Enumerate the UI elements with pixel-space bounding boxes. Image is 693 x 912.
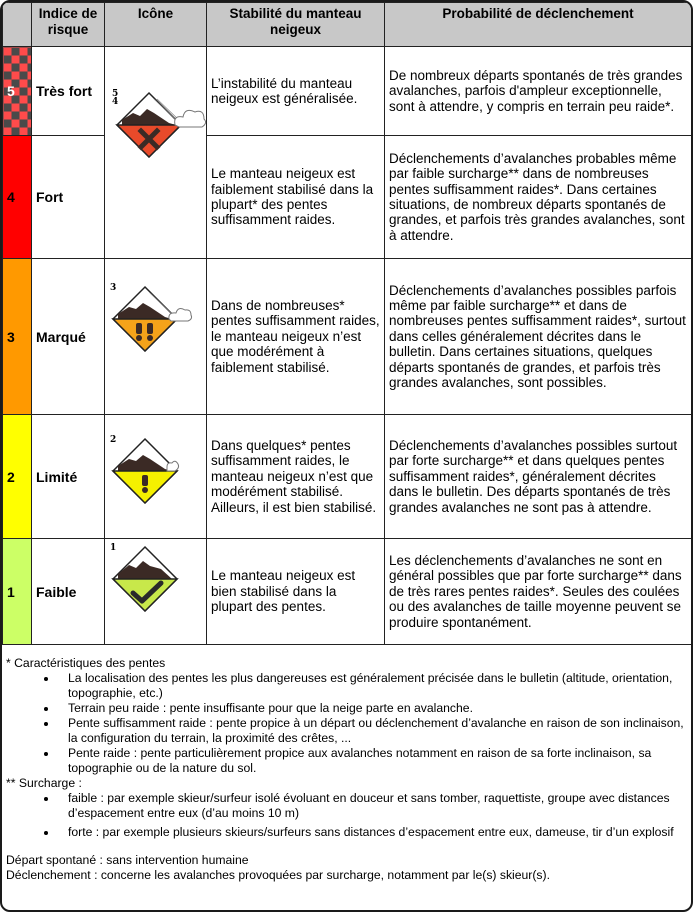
risk-table	[2, 2, 692, 645]
risk-level-number: 3	[3, 259, 32, 415]
probability-text: De nombreux départs spontanés de très grandes avalanches, parfois d'ampleur exceptionnelle, sont à attendre, y compris en terrain peu raide*.	[385, 47, 692, 136]
stability-text: Dans de nombreuses* pentes suffisamment raides, le manteau neigeux n’est que modérément à faiblement stabilisé.	[207, 259, 385, 415]
spacer	[6, 840, 686, 853]
risk-level-name: Très fort	[32, 47, 105, 136]
avalanche-danger-5-4-icon	[109, 85, 209, 175]
header-risk-index: Indice de risque	[32, 3, 105, 47]
icon-cell-2	[105, 415, 207, 539]
slopes-list	[6, 671, 686, 776]
avalanche-danger-3-icon	[105, 279, 205, 359]
list-item: • faible : par exemple skieur/surfeur isolé évoluant en douceur et sans tomber, raquettiste, groupe avec distances d’espacement entre eux (d’au moins 10 m)	[58, 791, 686, 821]
svg-text:3: 3	[110, 283, 117, 293]
list-item: • Terrain peu raide : pente insuffisante pour que la neige parte en avalanche.	[58, 701, 686, 716]
load-title: ** Surcharge :	[6, 776, 82, 790]
table-row-level-2	[3, 415, 692, 539]
risk-level-number: 4	[3, 136, 32, 259]
risk-level-name: Fort	[32, 136, 105, 259]
slopes-title: * Caractéristiques des pentes	[6, 656, 166, 670]
probability-text: Déclenchements d’avalanches probables même par faible surcharge** dans de nombreuses pentes suffisamment raides*. Dans certaines situations, de nombreux départs spontanés de grandes, et parfois très grandes avalanches, sont à attendre.	[385, 136, 692, 259]
probability-text: Les déclenchements d’avalanches ne sont en général possibles que par forte surcharge** dans de très rares pentes raides*. Seules des coulées ou des avalanches de taille moyenne peuvent se produire spontanément.	[385, 539, 692, 645]
probability-text: Déclenchements d’avalanches possibles parfois même par faible surcharge** et dans de nombreuses pentes suffisamment raides*, surtout dans celles généralement décrites dans le bulletin. Dans certaines situations, quelques départs spontanés de grandes, et parfois très grandes avalanches, sont possibles.	[385, 259, 692, 415]
risk-level-name: Limité	[32, 415, 105, 539]
svg-text:1: 1	[110, 543, 117, 553]
stability-text: L’instabilité du manteau neigeux est généralisée.	[207, 47, 385, 136]
load-list	[6, 791, 686, 840]
spontaneous-definition: Départ spontané : sans intervention humaine	[6, 853, 249, 867]
header-probability: Probabilité de déclenchement	[385, 3, 692, 47]
risk-level-name: Faible	[32, 539, 105, 645]
table-row-level-3	[3, 259, 692, 415]
triggering-definition: Déclenchement : concerne les avalanches provoquées par surcharge, notamment par le(s) skieur(s).	[6, 868, 550, 882]
stability-text: Dans quelques* pentes suffisamment raides, le manteau neigeux n’est que modérément stabilisé. Ailleurs, il est bien stabilisé.	[207, 415, 385, 539]
risk-level-number: 2	[3, 415, 32, 539]
icon-cell-1	[105, 539, 207, 645]
icon-cell-3	[105, 259, 207, 415]
header-icon: Icône	[105, 3, 207, 47]
table-header-row	[3, 3, 692, 47]
stability-text: Le manteau neigeux est faiblement stabilisé dans la plupart* des pentes suffisamment raides.	[207, 136, 385, 259]
risk-level-number: 5	[3, 47, 32, 136]
stability-text: Le manteau neigeux est bien stabilisé dans la plupart des pentes.	[207, 539, 385, 645]
avalanche-danger-2-icon	[105, 431, 205, 511]
svg-text:4: 4	[112, 97, 119, 107]
header-color	[3, 3, 32, 47]
risk-level-number: 1	[3, 539, 32, 645]
icon-cell-5-4	[105, 47, 207, 259]
svg-text:5: 5	[112, 89, 119, 99]
avalanche-danger-1-icon	[105, 539, 205, 619]
list-item: • La localisation des pentes les plus dangereuses est généralement précisée dans le bulletin (altitude, orientation, topographie, etc.)	[58, 671, 686, 701]
table-row-level-1	[3, 539, 692, 645]
table-row-level-5	[3, 47, 692, 136]
header-stability: Stabilité du manteau neigeux	[207, 3, 385, 47]
risk-level-name: Marqué	[32, 259, 105, 415]
list-item: • Pente suffisamment raide : pente propice à un départ ou déclenchement d’avalanche en raison de son inclinaison, la configuration du terrain, la proximité des crêtes, ...	[58, 716, 686, 746]
list-item: • Pente raide : pente particulièrement propice aux avalanches notamment en raison de sa forte inclinaison, sa topographie ou de la nature du sol.	[58, 746, 686, 776]
footnotes	[6, 656, 686, 883]
list-item: • forte : par exemple plusieurs skieurs/surfeurs sans distances d’espacement entre eux, dameuse, tir d’un explosif	[58, 825, 686, 840]
probability-text: Déclenchements d’avalanches possibles surtout par forte surcharge** et dans quelques pentes suffisamment raides*, généralement décrites dans le bulletin. Des départs spontanés de très grandes avalanches ne sont pas à attendre.	[385, 415, 692, 539]
svg-text:2: 2	[110, 435, 117, 445]
